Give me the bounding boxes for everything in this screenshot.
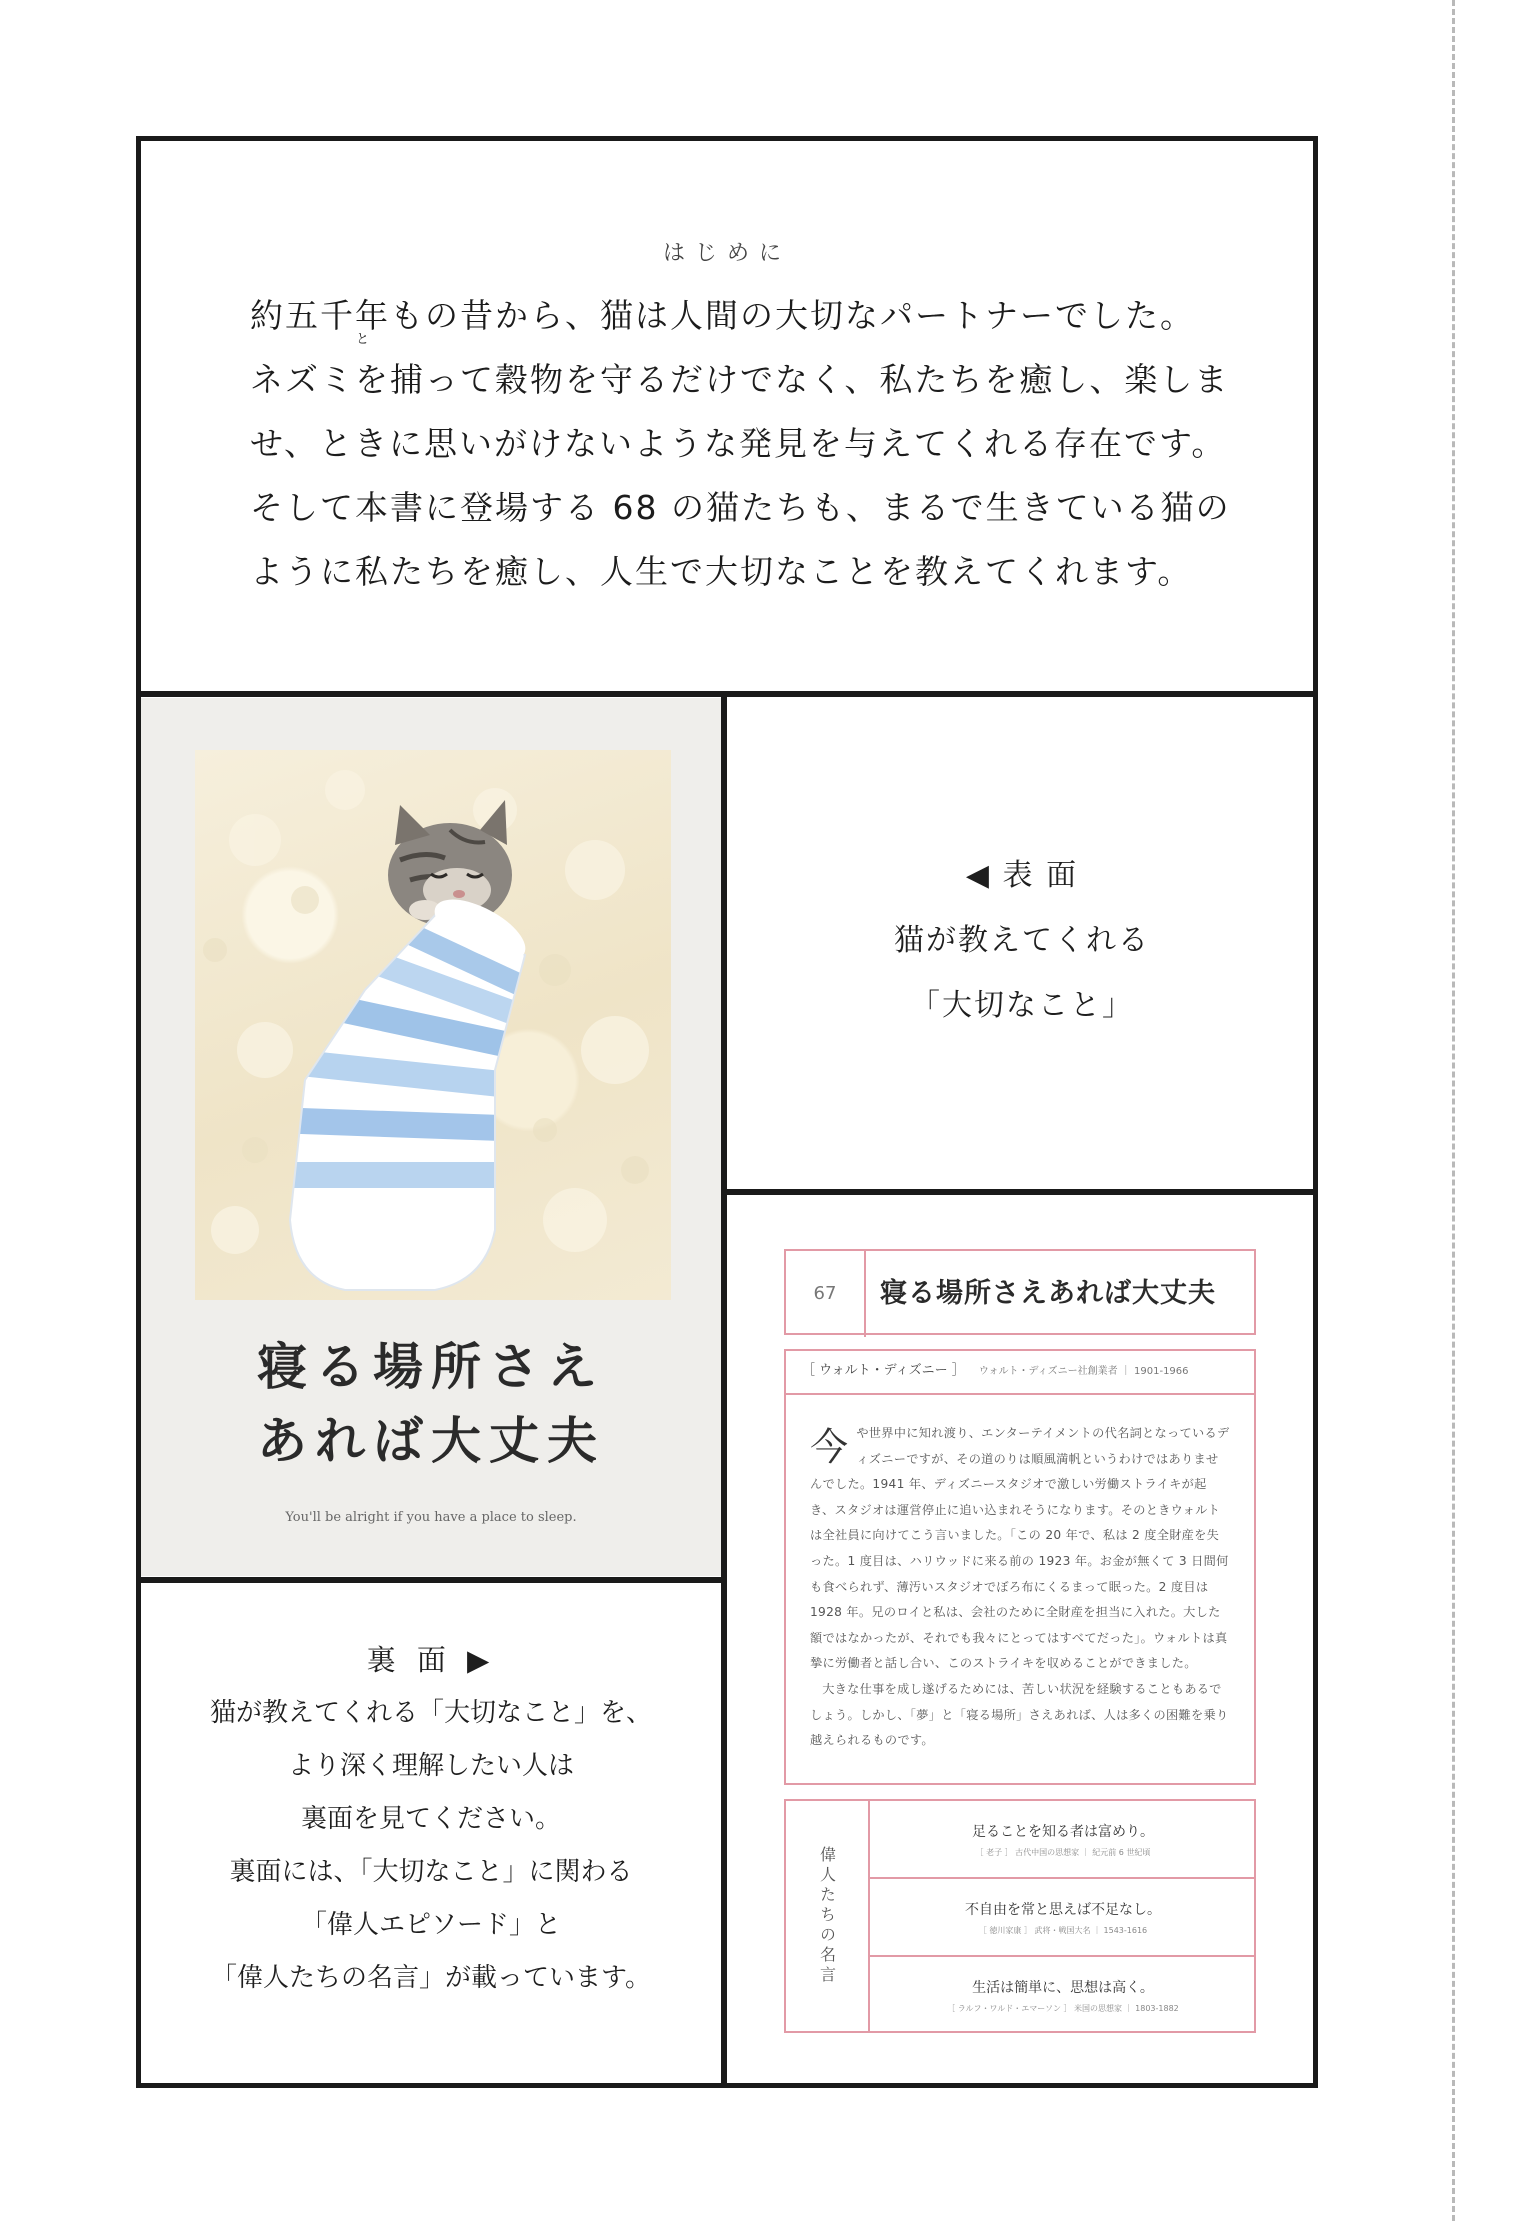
ruby-annotation: と — [356, 332, 370, 347]
quote-text: 不自由を常と思えば不足なし。 — [965, 1902, 1161, 1918]
quote-item — [870, 1957, 1256, 2035]
intro-line: そして本書に登場する 68 の猫たちも、まるで生きている猫の — [250, 488, 1231, 527]
back-label-text: 「偉人たちの名言」が載っています。 — [211, 1963, 651, 1993]
back-label-title: 裏 面 ▶ — [366, 1643, 496, 1677]
cover-title-line: 寝る場所さえ — [257, 1337, 605, 1396]
quote-item — [870, 1879, 1256, 1957]
front-label-text: 猫が教えてくれる — [894, 923, 1150, 958]
quotes-box — [784, 1799, 1256, 2033]
quote-text: 生活は簡単に、思想は高く。 — [972, 1980, 1154, 1996]
divider — [136, 1577, 727, 1583]
back-page-preview — [784, 1249, 1256, 2033]
front-label-text: 「大切なこと」 — [910, 988, 1134, 1023]
cover-title-line: あれば大丈夫 — [257, 1411, 605, 1470]
episode-text — [810, 1421, 1230, 1754]
person-name: ［ ウォルト・ディズニー ］ — [802, 1363, 965, 1378]
front-label-title: ◀ 表 面 — [965, 858, 1079, 893]
cut-line — [1452, 0, 1455, 2221]
intro-line: せ、ときに思いがけないような発見を与えてくれる存在です。 — [250, 424, 1227, 463]
divider — [136, 691, 1318, 697]
intro-heading: はじめに — [662, 241, 791, 266]
intro-line: と ネズミを捕って穀物を守るだけでなく、私たちを癒し、楽しま — [250, 332, 1230, 399]
quote-text: 足ることを知る者は富めり。 — [972, 1824, 1154, 1840]
back-label-text: 猫が教えてくれる「大切なこと」を、 — [209, 1698, 652, 1728]
back-label-text: 「偉人エピソード」と — [300, 1910, 561, 1940]
front-side-label — [731, 843, 1313, 1038]
person-line — [802, 1359, 1189, 1378]
back-side-label — [141, 1634, 721, 2005]
preview-title: 寝る場所さえあれば大丈夫 — [880, 1278, 1216, 1309]
back-label-text: より深く理解したい人は — [287, 1751, 574, 1781]
quote-attribution: ［ 老子 ］ 古代中国の思想家 ｜ 紀元前 6 世紀頃 — [975, 1848, 1151, 1857]
back-label-text: 裏面には、「大切なこと」に関わる — [229, 1857, 633, 1887]
quote-item — [870, 1801, 1256, 1879]
back-label-text: 裏面を見てください。 — [300, 1804, 561, 1834]
intro-line: ように私たちを癒し、人生で大切なことを教えてくれます。 — [250, 552, 1193, 591]
quote-attribution: ［ ラルフ・ワルド・エマーソン ］ 米国の思想家 ｜ 1803-1882 — [947, 2004, 1179, 2013]
preview-header — [784, 1249, 1256, 1335]
drop-cap: 今 — [810, 1425, 849, 1469]
episode-header-rule — [786, 1393, 1254, 1395]
divider — [721, 1189, 1318, 1195]
intro-body — [250, 284, 1240, 604]
episode-paragraph: 今や世界中に知れ渡り、エンターテイメントの代名詞となっているディズニーですが、その道のりは順風満帆というわけではありませんでした。1941 年、ディズニースタジオで激しい労働ストライキが起き、スタジオは運営停止に追い込まれそうになります。そのときウォルトは全社員に向けてこう言いました。「この 20 年で、私は 2 度全財産を失った。1 度目は、ハリウッドに来る前の 1923 年。お金が無くて 3 日間何も食べられず、薄汚いスタジオでぼろ布にくるまって眠った。2 度目は 1928 年。兄のロイと私は、会社のために全財産を担当に入れた。大した額ではなかったが、それでも我々にとってはすべてだった」。ウォルトは真摯に労働者と話し合い、このストライキを収めることができました。 — [810, 1425, 1230, 1671]
person-meta: ウォルト・ディズニー社創業者 ｜ 1901-1966 — [978, 1366, 1189, 1377]
page-number: 67 — [786, 1251, 866, 1337]
episode-paragraph: 大きな仕事を成し遂げるためには、苦しい状況を経験することもあるでしょう。しかし、「夢」と「寝る場所」さえあれば、人は多くの困難を乗り越えられるものです。 — [810, 1681, 1229, 1748]
front-cover — [141, 698, 721, 1576]
divider — [721, 691, 727, 2088]
kitten-illustration — [195, 750, 671, 1300]
cover-title — [141, 1330, 721, 1478]
kitten-in-sock-photo — [195, 750, 671, 1300]
quotes-label: 偉人たちの名言 — [786, 1801, 870, 2031]
cover-subtitle: You'll be alright if you have a place to sleep. — [285, 1510, 577, 1525]
quote-attribution: ［ 徳川家康 ］ 武将・戦国大名 ｜ 1543-1616 — [978, 1926, 1148, 1935]
intro-line: 約五千年もの昔から、猫は人間の大切なパートナーでした。 — [250, 296, 1195, 335]
